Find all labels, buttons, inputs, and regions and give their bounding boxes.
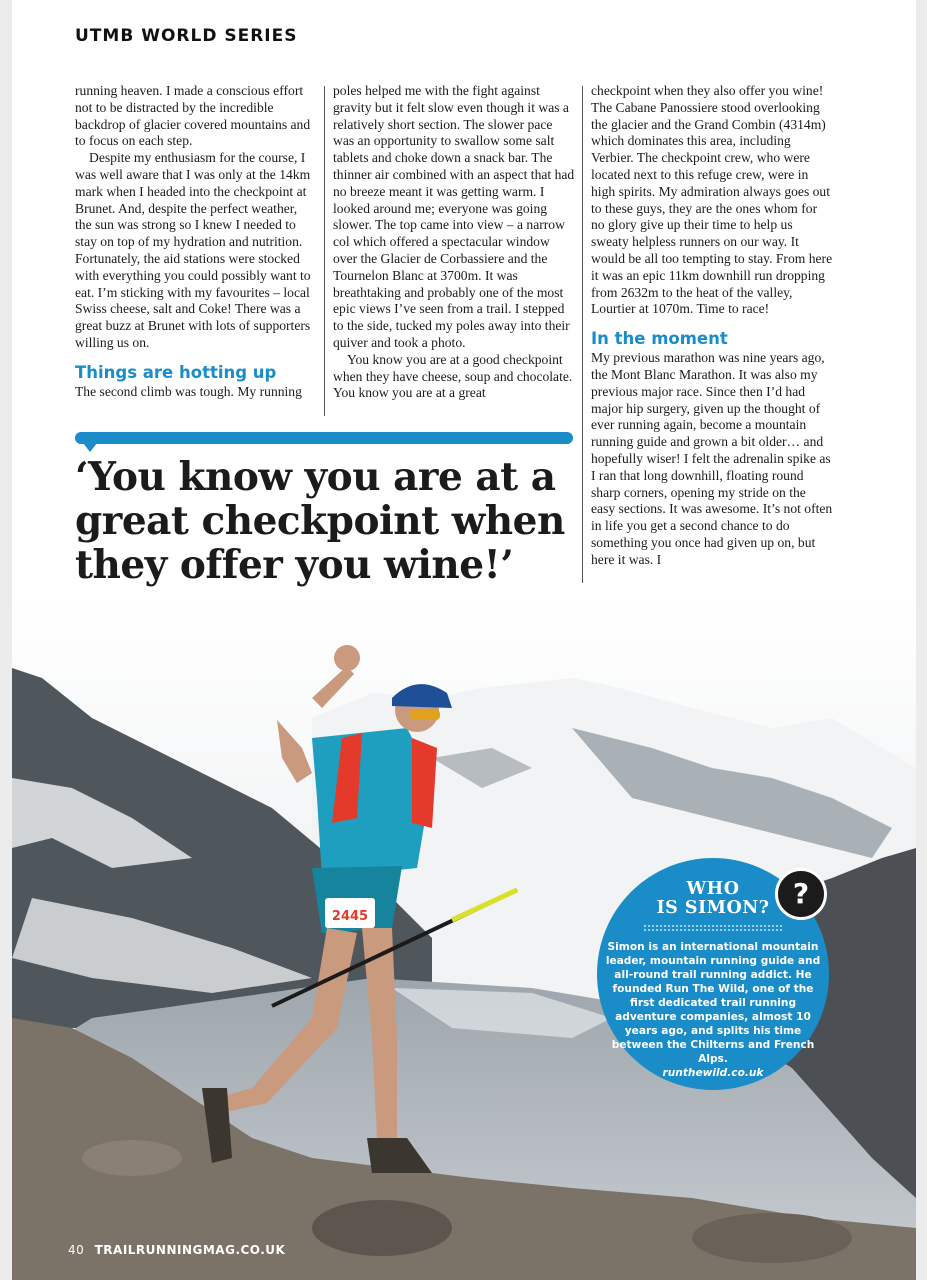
boulder-2 [692,1213,852,1263]
page-margin-right [916,0,927,1280]
bio-description: Simon is an international mountain leader, mountain running guide and all-round trail running addict. He founded Run The Wild, one of the first dedicated trail running adventure companies, almost 10 years ago, and splits his time between the Chilterns and French Alps. [605,941,821,1065]
page-number: 40 [68,1243,85,1257]
pull-quote-tick [83,443,97,452]
bio-title-line-2: IS SIMON? [656,898,770,918]
subhead-in-the-moment: In the moment [591,329,728,349]
question-mark-icon: ? [775,868,827,920]
runner-sunglasses [410,710,440,720]
col2-paragraph-2: You know you are at a good checkpoint when they have cheese, soup and chocolate. You know you are at a great [333,351,573,401]
article-column-2 [333,83,575,402]
footer-website[interactable]: TRAILRUNNINGMAG.CO.UK [94,1243,286,1257]
boulder-3 [82,1140,182,1176]
boulder-1 [312,1200,452,1256]
bib-number: 2445 [331,909,369,924]
pull-quote: ‘You know you are at a great checkpoint when they offer you wine!’ [75,454,565,588]
col1-paragraph-3: The second climb was tough. My running [75,383,302,399]
bio-website-link[interactable]: runthewild.co.uk [662,1067,764,1079]
article-column-1 [75,83,317,401]
bio-dot-divider [643,924,783,932]
bio-text [605,940,821,1080]
subhead-things-are-hotting-up: Things are hotting up [75,362,277,382]
pull-quote-bar [75,432,573,444]
col1-paragraph-1: running heaven. I made a conscious effort not to be distracted by the incredible backdrop of glacier covered mountains and to focus on each step. [75,83,311,149]
col2-paragraph-1: poles helped me with the fight against gravity but it felt slow even though it was a relatively short section. The slower pace was an opportunity to swallow some salt tablets and choke down a snack bar. The thinner air combined with an aspect that had no breeze meant it was getting warm. I looked around me; everyone was going slower. The top came into view – a narrow col which offered a spectacular window over the Glacier de Corbassiere and the Tournelon Blanc at 3700m. It was breathtaking and probably one of the most epic views I’ve seen from a trail. I stepped to the side, tucked my poles away into their quiver and took a photo. [333,83,575,350]
col3-paragraph-1: checkpoint when they also offer you wine! The Cabane Panossiere stood overlooking the glacier and the Grand Combin (4314m) which dominates this area, including Verbier. The checkpoint crew, who were located next to this refuge crew, were in high spirits. My admiration always goes out to these guys, they are the ones whom for no glory give up their time to help us sweaty helpless runners on our way. It would be all too tempting to stay. From here it was an epic 11km downhill run dropping from 2632m to the heat of the valley, Lourtier at 1070m. Time to race! [591,83,833,317]
column-rule-1 [324,86,325,416]
section-header: UTMB WORLD SERIES [75,26,298,46]
col1-paragraph-2: Despite my enthusiasm for the course, I was well aware that I was only at the 14km mark when I headed into the checkpoint at Brunet. And, despite the perfect weather, the sun was strong so I knew I needed to stay on top of my hydration and nutrition. Fortunately, the aid stations were stocked with everything you could possibly want to eat. I’m sticking with my favourites – local Swiss cheese, salt and Coke! There was a great buzz at Brunet with lots of supporters willing us on. [75,150,311,350]
col3-paragraph-2: My previous marathon was nine years ago, the Mont Blanc Marathon. It was also my previous major race. Since then I’d had major hip surgery, given up the thought of ever running again, become a mountain running guide and grown a bit older… and hopefully wiser! I felt the adrenalin spike as I ran that long downhill, floating round sharp corners, opening my stride on the easy sections. It was awesome. It’s not often in life you get a second chance to do something you once had given up on, but here it was. I [591,350,833,567]
bio-title-line-1: WHO [686,879,740,899]
article-column-3 [591,83,833,569]
page-footer [68,1243,285,1257]
page-margin-left [0,0,12,1280]
